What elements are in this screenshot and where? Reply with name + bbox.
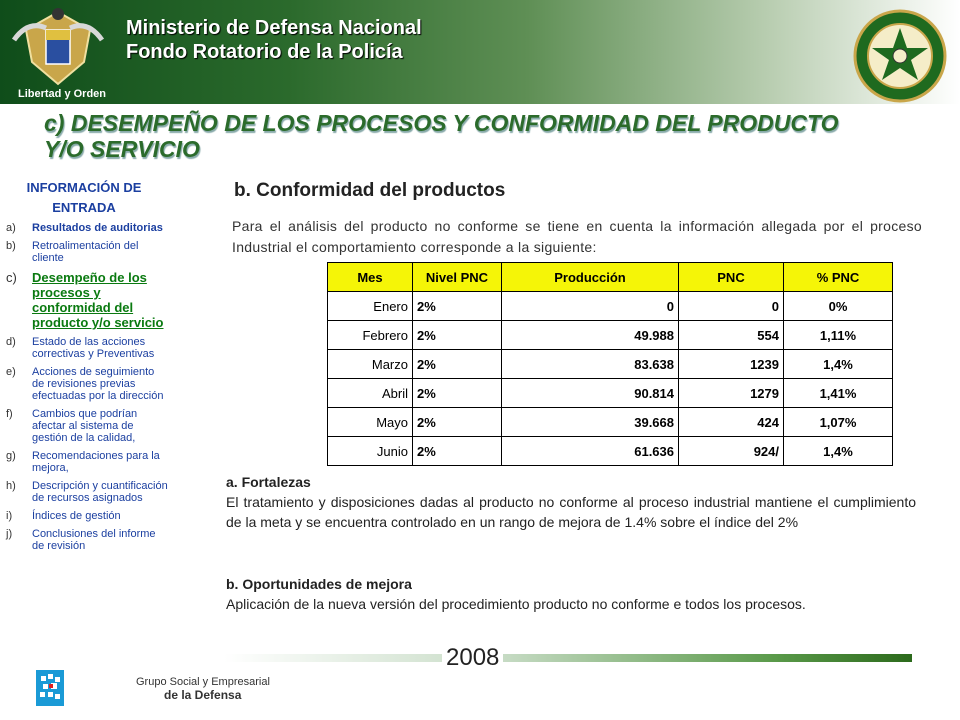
header-mes: Mes (328, 263, 413, 292)
cell-nivel: 2% (413, 379, 502, 408)
sidebar-item-key: a) (6, 222, 16, 234)
cell-mes: Febrero (328, 321, 413, 350)
section-title: b. Conformidad del productos (234, 180, 506, 201)
cell-mes: Abril (328, 379, 413, 408)
table-row (328, 379, 893, 408)
sidebar-heading: INFORMACIÓN DE ENTRADA (26, 180, 142, 215)
sidebar-item-label: Desempeño de los procesos y conformidad del producto y/o servicio (32, 270, 164, 330)
cell-nivel: 2% (413, 408, 502, 437)
sidebar-item-h[interactable] (0, 480, 168, 504)
header-pnc: PNC (679, 263, 784, 292)
table-row (328, 437, 893, 466)
sidebar-item-j[interactable] (0, 528, 168, 552)
oportunidades-text: Aplicación de la nueva versión del procedimiento producto no conforme e todos los procesos. (226, 596, 806, 612)
page-title: c) DESEMPEÑO DE LOS PROCESOS Y CONFORMIDAD DEL PRODUCTO Y/O SERVICIO (44, 110, 839, 162)
sidebar-item-key: f) (6, 408, 13, 420)
table-header-row (328, 263, 893, 292)
cell-nivel: 2% (413, 437, 502, 466)
sidebar-item-d[interactable] (0, 336, 168, 360)
sidebar-item-key: j) (6, 528, 13, 540)
pnc-table (327, 262, 893, 466)
table-row (328, 321, 893, 350)
cell-produccion: 49.988 (502, 321, 679, 350)
cell-pnc: 1279 (679, 379, 784, 408)
police-seal-icon (852, 8, 948, 104)
group-line-2: de la Defensa (164, 688, 242, 702)
header-nivel-pnc: Nivel PNC (413, 263, 502, 292)
sidebar-item-b[interactable] (0, 240, 168, 264)
sidebar-item-label: Retroalimentación del cliente (32, 240, 139, 264)
cell-pnc: 554 (679, 321, 784, 350)
sidebar-item-label: Recomendaciones para la mejora, (32, 450, 160, 474)
cell-nivel: 2% (413, 321, 502, 350)
header-produccion: Producción (502, 263, 679, 292)
intro-paragraph: Para el análisis del producto no conforme se tiene en cuenta la información allegada por el proceso Industrial el comportamiento corresponde a la siguiente: (232, 218, 922, 255)
oportunidades-heading: b. Oportunidades de mejora (226, 576, 412, 592)
sidebar-item-key: d) (6, 336, 16, 348)
sidebar-item-key: h) (6, 480, 16, 492)
cell-produccion: 83.638 (502, 350, 679, 379)
sidebar-item-key: i) (6, 510, 13, 522)
fortalezas-text: El tratamiento y disposiciones dadas al producto no conforme al proceso industrial mantiene el cumplimiento de la meta y se encuentra controlado en un rango de mejora de 1.4% sobre el índice del 2% (226, 494, 916, 530)
sidebar-item-label: Descripción y cuantificación de recursos asignados (32, 480, 168, 504)
cell-nivel: 2% (413, 350, 502, 379)
ministry-line-1: Ministerio de Defensa Nacional (126, 17, 422, 39)
table-row (328, 292, 893, 321)
cell-pct: 0% (784, 292, 893, 321)
cell-pnc: 1239 (679, 350, 784, 379)
footer-bar (224, 654, 912, 662)
sidebar (0, 178, 168, 558)
footer-year: 2008 (442, 644, 503, 672)
ministry-line-2: Fondo Rotatorio de la Policía (126, 41, 403, 63)
sidebar-item-label: Estado de las acciones correctivas y Preventivas (32, 336, 155, 360)
header-banner (0, 0, 960, 104)
sidebar-item-key: g) (6, 450, 16, 462)
cell-mes: Enero (328, 292, 413, 321)
table-row (328, 408, 893, 437)
sidebar-item-c[interactable] (0, 270, 168, 330)
fortalezas-block (226, 472, 916, 532)
group-logo-icon (36, 670, 64, 706)
sidebar-item-a[interactable] (0, 222, 168, 234)
cell-pnc: 0 (679, 292, 784, 321)
cell-mes: Mayo (328, 408, 413, 437)
cell-produccion: 61.636 (502, 437, 679, 466)
sidebar-item-label: Conclusiones del informe de revisión (32, 528, 156, 552)
group-name (136, 676, 270, 702)
fortalezas-heading: a. Fortalezas (226, 474, 311, 490)
oportunidades-block (226, 574, 916, 614)
cell-mes: Marzo (328, 350, 413, 379)
sidebar-item-label: Acciones de seguimiento de revisiones previas efectuadas por la dirección (32, 366, 164, 402)
sidebar-item-f[interactable] (0, 408, 168, 444)
cell-pnc: 924/ (679, 437, 784, 466)
cell-pct: 1,4% (784, 437, 893, 466)
sidebar-item-label: Resultados de auditorias (32, 222, 163, 234)
crest-caption: Libertad y Orden (18, 88, 107, 100)
ministry-name (126, 16, 422, 64)
cell-pct: 1,41% (784, 379, 893, 408)
sidebar-item-label: Índices de gestión (32, 510, 121, 522)
cell-produccion: 90.814 (502, 379, 679, 408)
header-pct-pnc: % PNC (784, 263, 893, 292)
sidebar-item-e[interactable] (0, 366, 168, 402)
table-row (328, 350, 893, 379)
sidebar-item-label: Cambios que podrían afectar al sistema de gestión de la calidad, (32, 408, 138, 444)
group-line-1: Grupo Social y Empresarial (136, 676, 270, 688)
sidebar-item-key: c) (6, 270, 17, 285)
sidebar-item-g[interactable] (0, 450, 168, 474)
cell-produccion: 39.668 (502, 408, 679, 437)
cell-pct: 1,11% (784, 321, 893, 350)
cell-produccion: 0 (502, 292, 679, 321)
cell-mes: Junio (328, 437, 413, 466)
cell-pct: 1,4% (784, 350, 893, 379)
sidebar-item-key: e) (6, 366, 16, 378)
sidebar-item-i[interactable] (0, 510, 168, 522)
cell-pct: 1,07% (784, 408, 893, 437)
sidebar-item-key: b) (6, 240, 16, 252)
cell-nivel: 2% (413, 292, 502, 321)
cell-pnc: 424 (679, 408, 784, 437)
